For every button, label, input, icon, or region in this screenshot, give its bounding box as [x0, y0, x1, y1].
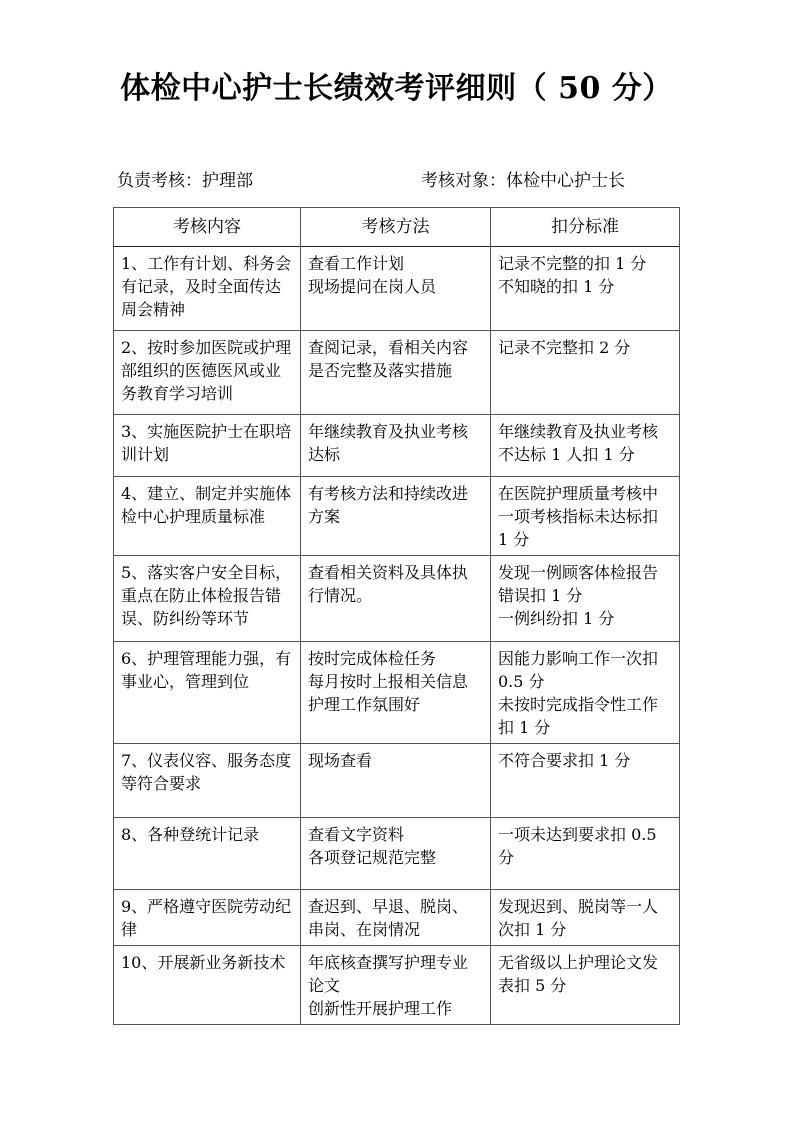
- column-header-standard: 扣分标准: [491, 208, 680, 247]
- cell-text-line: 每月按时上报相关信息: [308, 672, 469, 691]
- cell-deduction-standard: [491, 642, 680, 744]
- column-header-method: 考核方法: [301, 208, 491, 247]
- cell-deduction-standard: [491, 818, 680, 890]
- cell-text-line: 一例纠纷扣 1 分: [498, 609, 615, 628]
- cell-text-line: 无省级以上护理论文发表扣 5 分: [498, 953, 659, 995]
- cell-text-line: 现场提问在岗人员: [308, 277, 437, 296]
- cell-assessment-content: [114, 890, 301, 946]
- cell-assessment-method: [301, 818, 491, 890]
- cell-text-line: 7、仪表仪容、服务态度等符合要求: [121, 751, 292, 793]
- cell-assessment-content: [114, 247, 301, 331]
- cell-text-line: 年继续教育及执业考核达标: [308, 422, 469, 464]
- cell-assessment-content: [114, 642, 301, 744]
- cell-deduction-standard: [491, 477, 680, 556]
- cell-text-line: 未按时完成指令性工作扣 1 分: [498, 695, 659, 737]
- responsible-department-label: 负责考核：护理部: [117, 171, 253, 191]
- cell-text-line: 10、开展新业务新技术: [121, 953, 286, 972]
- cell-assessment-method: [301, 247, 491, 331]
- cell-text-line: 年继续教育及执业考核不达标 1 人扣 1 分: [498, 422, 659, 464]
- cell-text-line: 创新性开展护理工作: [308, 999, 453, 1018]
- cell-text-line: 不知晓的扣 1 分: [498, 277, 615, 296]
- cell-text-line: 查看相关资料及具体执行情况。: [308, 563, 469, 605]
- cell-text-line: 发现迟到、脱岗等一人次扣 1 分: [498, 897, 659, 939]
- cell-assessment-content: [114, 818, 301, 890]
- column-header-content: 考核内容: [114, 208, 301, 247]
- cell-text-line: 6、护理管理能力强，有事业心，管理到位: [121, 649, 292, 691]
- cell-assessment-method: [301, 477, 491, 556]
- cell-assessment-content: [114, 946, 301, 1025]
- cell-text-line: 查看文字资料: [308, 825, 405, 844]
- cell-text-line: 按时完成体检任务: [308, 649, 437, 668]
- table-row: [114, 247, 680, 331]
- table-body: [114, 247, 680, 1025]
- cell-text-line: 一项未达到要求扣 0.5 分: [498, 825, 662, 867]
- cell-text-line: 3、实施医院护士在职培训计划: [121, 422, 292, 464]
- meta-row: [113, 168, 679, 194]
- table-row: [114, 890, 680, 946]
- cell-text-line: 9、严格遵守医院劳动纪律: [121, 897, 292, 939]
- cell-deduction-standard: [491, 247, 680, 331]
- cell-text-line: 护理工作氛围好: [308, 695, 421, 714]
- cell-deduction-standard: [491, 415, 680, 477]
- table-row: [114, 331, 680, 415]
- cell-text-line: 现场查看: [308, 751, 373, 770]
- table-row: [114, 946, 680, 1025]
- cell-text-line: 有考核方法和持续改进方案: [308, 484, 469, 526]
- cell-text-line: 查迟到、早退、脱岗、串岗、在岗情况: [308, 897, 469, 939]
- cell-assessment-method: [301, 331, 491, 415]
- cell-assessment-content: [114, 331, 301, 415]
- cell-text-line: 2、按时参加医院或护理部组织的医德医风或业务教育学习培训: [121, 338, 292, 403]
- cell-deduction-standard: [491, 946, 680, 1025]
- cell-text-line: 年底核查撰写护理专业论文: [308, 953, 469, 995]
- cell-text-line: 查阅记录，看相关内容是否完整及落实措施: [308, 338, 469, 380]
- cell-assessment-method: [301, 642, 491, 744]
- cell-assessment-content: [114, 415, 301, 477]
- cell-text-line: 各项登记规范完整: [308, 848, 437, 867]
- cell-text-line: 因能力影响工作一次扣 0.5 分: [498, 649, 664, 691]
- table-header-row: [114, 208, 680, 247]
- table-row: [114, 477, 680, 556]
- cell-text-line: 记录不完整的扣 1 分: [498, 254, 647, 273]
- cell-text-line: 发现一例顾客体检报告错误扣 1 分: [498, 563, 659, 605]
- cell-text-line: 1、工作有计划、科务会有记录，及时全面传达周会精神: [121, 254, 292, 319]
- cell-assessment-method: [301, 415, 491, 477]
- cell-assessment-method: [301, 556, 491, 642]
- table-row: [114, 415, 680, 477]
- cell-text-line: 4、建立、制定并实施体检中心护理质量标准: [121, 484, 292, 526]
- table-row: [114, 642, 680, 744]
- cell-text-line: 记录不完整扣 2 分: [498, 338, 631, 357]
- cell-text-line: 查看工作计划: [308, 254, 405, 273]
- cell-text-line: 不符合要求扣 1 分: [498, 751, 631, 770]
- performance-criteria-table: [113, 207, 680, 1025]
- cell-deduction-standard: [491, 890, 680, 946]
- table-row: [114, 744, 680, 818]
- cell-assessment-method: [301, 946, 491, 1025]
- assessment-target-label: 考核对象：体检中心护士长: [421, 171, 625, 191]
- cell-assessment-method: [301, 744, 491, 818]
- page-title: 体检中心护士长绩效考评细则（ 50 分）: [120, 71, 673, 106]
- cell-text-line: 在医院护理质量考核中一项考核指标未达标扣 1 分: [498, 484, 664, 549]
- cell-deduction-standard: [491, 556, 680, 642]
- table-row: [114, 818, 680, 890]
- cell-assessment-method: [301, 890, 491, 946]
- cell-assessment-content: [114, 556, 301, 642]
- cell-text-line: 8、各种登统计记录: [121, 825, 260, 844]
- cell-assessment-content: [114, 744, 301, 818]
- table-row: [114, 556, 680, 642]
- cell-text-line: 5、落实客户安全目标，重点在防止体检报告错误、防纠纷等环节: [121, 563, 292, 628]
- cell-assessment-content: [114, 477, 301, 556]
- cell-deduction-standard: [491, 744, 680, 818]
- cell-deduction-standard: [491, 331, 680, 415]
